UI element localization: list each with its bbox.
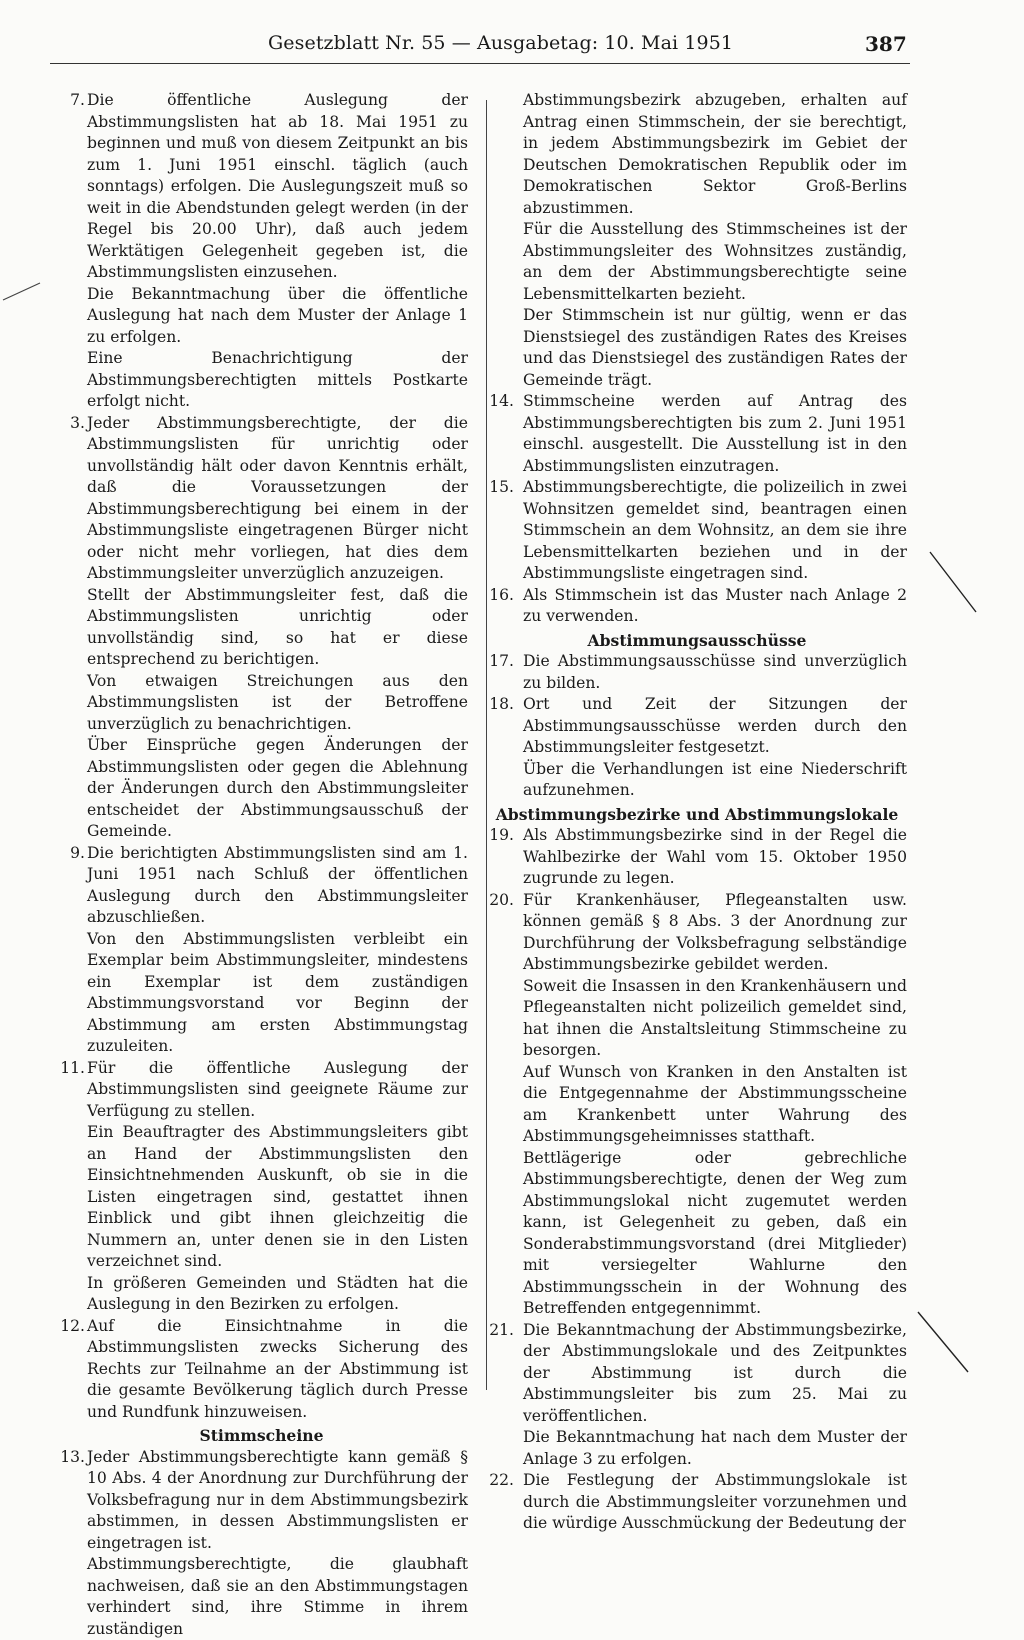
item-number: 18. [487,694,514,716]
pencil-stroke-left [3,283,40,300]
numbered-item [487,391,907,477]
item-number: 19. [487,825,514,847]
numbered-item [487,90,907,391]
item-number: 21. [487,1320,514,1342]
numbered-item [55,1447,468,1640]
item-paragraph: Ein Beauftragter des Abstimmungsleiters gibt an Hand der Abstimmungslisten den Einsichtnehmenden Auskunft, ob sie in die Listen eingetragen sind, gestattet ihnen Einblick und gibt ihnen gleichzeitig die Nummern an, unter denen sie in den Listen verzeichnet sind. [87,1122,468,1273]
section-heading: Abstimmungsbezirke und Abstimmungslokale [487,804,907,826]
item-number: 15. [487,477,514,499]
item-paragraph: Bettlägerige oder gebrechliche Abstimmungsberechtigte, denen der Weg zum Abstimmungslokal nicht zugemutet werden kann, ist Gelegenheit zu geben, daß ein Sonderabstimmungsvorstand (drei Mitglieder) mit versiegelter Wahlurne den Abstimmungsschein in der Wohnung des Betreffenden entgegennimmt. [523,1148,907,1320]
item-paragraph: Auf Wunsch von Kranken in den Anstalten ist die Entgegennahme der Abstimmungsscheine am Krankenbett unter Wahrung des Abstimmungsgeheimnisses statthaft. [523,1062,907,1148]
item-paragraph: Jeder Abstimmungsberechtigte kann gemäß § 10 Abs. 4 der Anordnung zur Durchführung der Volksbefragung nur in dem Abstimmungsbezirk abstimmen, in dessen Abstimmungslisten er eingetragen ist. [87,1447,468,1555]
section-heading: Stimmscheine [55,1425,468,1447]
item-number: 17. [487,651,514,673]
header-title: Gesetzblatt Nr. 55 — Ausgabetag: 10. Mai 1951 [268,32,733,54]
item-paragraph: Als Stimmschein ist das Muster nach Anlage 2 zu verwenden. [523,585,907,628]
header-rule [50,63,910,64]
right-column [487,90,907,1535]
page-number: 387 [865,32,907,56]
item-paragraph: Abstimmungsbezirk abzugeben, erhalten auf Antrag einen Stimmschein, der sie berechtigt, in jedem Abstimmungsbezirk im Gebiet der Deutschen Demokratischen Republik oder im Demokratischen Sektor Groß-Berlins abzustimmen. [523,90,907,219]
item-paragraph: Von etwaigen Streichungen aus den Abstimmungslisten ist der Betroffene unverzüglich zu benachrichtigen. [87,671,468,736]
item-paragraph: Jeder Abstimmungsberechtigte, der die Abstimmungslisten für unrichtig oder unvollständig hält oder davon Kenntnis erhält, daß die Voraussetzungen der Abstimmungsberechtigung bei einem in der Abstimmungsliste eingetragenen Bürger nicht oder nicht mehr vorliegen, hat dies dem Abstimmungsleiter unverzüglich anzuzeigen. [87,413,468,585]
item-number: 9. [55,843,85,865]
item-paragraph: Für die Ausstellung des Stimmscheines ist der Abstimmungsleiter des Wohnsitzes zuständig, an dem der Abstimmungsberechtigte seine Lebensmittelkarten bezieht. [523,219,907,305]
item-paragraph: Die öffentliche Auslegung der Abstimmungslisten hat ab 18. Mai 1951 zu beginnen und muß von diesem Zeitpunkt an bis zum 1. Juni 1951 einschl. täglich (auch sonntags) erfolgen. Die Auslegungszeit muß so weit in die Abendstunden gelegt werden (in der Regel bis 20.00 Uhr), daß auch jedem Werktätigen Gelegenheit gegeben ist, die Abstimmungslisten einzusehen. [87,90,468,284]
item-paragraph: Stimmscheine werden auf Antrag des Abstimmungsberechtigten bis zum 2. Juni 1951 einschl. ausgestellt. Die Ausstellung ist in den Abstimmungslisten einzutragen. [523,391,907,477]
item-number: 16. [487,585,514,607]
item-paragraph: Für die öffentliche Auslegung der Abstimmungslisten sind geeignete Räume zur Verfügung zu stellen. [87,1058,468,1123]
item-paragraph: Soweit die Insassen in den Krankenhäusern und Pflegeanstalten nicht polizeilich gemeldet sind, hat ihnen die Anstaltsleitung Stimmscheine zu besorgen. [523,976,907,1062]
numbered-item [487,1320,907,1471]
page-header [0,30,1024,60]
item-paragraph: Von den Abstimmungslisten verbleibt ein Exemplar beim Abstimmungsleiter, mindestens ein Exemplar ist dem zuständigen Abstimmungsvorstand vor Beginn der Abstimmung am ersten Abstimmungstag zuzuleiten. [87,929,468,1058]
numbered-item [487,585,907,628]
item-number: 22. [487,1470,514,1492]
item-paragraph: Eine Benachrichtigung der Abstimmungsberechtigten mittels Postkarte erfolgt nicht. [87,348,468,413]
item-paragraph: Für Krankenhäuser, Pflegeanstalten usw. können gemäß § 8 Abs. 3 der Anordnung zur Durchführung der Volksbefragung selbständige Abstimmungsbezirke gebildet werden. [523,890,907,976]
numbered-item [55,1058,468,1316]
item-paragraph: Auf die Einsichtnahme in die Abstimmungslisten zwecks Sicherung des Rechts zur Teilnahme an der Abstimmung ist die gesamte Bevölkerung täglich durch Presse und Rundfunk hinzuweisen. [87,1316,468,1424]
item-paragraph: Ort und Zeit der Sitzungen der Abstimmungsausschüsse werden durch den Abstimmungsleiter festgesetzt. [523,694,907,759]
numbered-item [487,825,907,890]
item-number: 20. [487,890,514,912]
item-paragraph: In größeren Gemeinden und Städten hat die Auslegung in den Bezirken zu erfolgen. [87,1273,468,1316]
item-paragraph: Die Abstimmungsausschüsse sind unverzüglich zu bilden. [523,651,907,694]
section-heading: Abstimmungsausschüsse [487,630,907,652]
item-number: 14. [487,391,514,413]
item-number: 3. [55,413,85,435]
item-paragraph: Stellt der Abstimmungsleiter fest, daß die Abstimmungslisten unrichtig oder unvollständig sind, so hat er diese entsprechend zu berichtigen. [87,585,468,671]
item-paragraph: Abstimmungsberechtigte, die polizeilich in zwei Wohnsitzen gemeldet sind, beantragen einen Stimmschein an dem Wohnsitz, an dem sie ihre Lebensmittelkarten beziehen und in der Abstimmungsliste eingetragen sind. [523,477,907,585]
numbered-item [487,651,907,694]
numbered-item [55,843,468,1058]
item-paragraph: Die berichtigten Abstimmungslisten sind am 1. Juni 1951 nach Schluß der öffentlichen Auslegung durch den Abstimmungsleiter abzuschließen. [87,843,468,929]
numbered-item [55,90,468,413]
item-paragraph: Die Festlegung der Abstimmungslokale ist durch die Abstimmungsleiter vorzunehmen und die würdige Ausschmückung der Bedeutung der [523,1470,907,1535]
left-column [55,90,468,1640]
item-paragraph: Die Bekanntmachung der Abstimmungsbezirke, der Abstimmungslokale und des Zeitpunktes der Abstimmung ist durch die Abstimmungsleiter bis zum 25. Mai zu veröffentlichen. [523,1320,907,1428]
item-paragraph: Abstimmungsberechtigte, die glaubhaft nachweisen, daß sie an den Abstimmungstagen verhindert sind, ihre Stimme in ihrem zuständigen [87,1554,468,1640]
item-number: 7. [55,90,85,112]
item-number: 13. [55,1447,85,1469]
item-paragraph: Über die Verhandlungen ist eine Niederschrift aufzunehmen. [523,759,907,802]
item-paragraph: Über Einsprüche gegen Änderungen der Abstimmungslisten oder gegen die Ablehnung der Änderungen durch den Abstimmungsleiter entscheidet der Abstimmungsausschuß der Gemeinde. [87,735,468,843]
item-paragraph: Als Abstimmungsbezirke sind in der Regel die Wahlbezirke der Wahl vom 15. Oktober 1950 zugrunde zu legen. [523,825,907,890]
item-paragraph: Die Bekanntmachung hat nach dem Muster der Anlage 3 zu erfolgen. [523,1427,907,1470]
item-paragraph: Der Stimmschein ist nur gültig, wenn er das Dienstsiegel des zuständigen Rates des Kreises und das Dienstsiegel des zuständigen Rates der Gemeinde trägt. [523,305,907,391]
numbered-item [55,1316,468,1424]
numbered-item [487,890,907,1320]
item-number: 11. [55,1058,85,1080]
item-number: 12. [55,1316,85,1338]
numbered-item [487,1470,907,1535]
pencil-stroke-right-1 [930,552,976,612]
numbered-item [487,694,907,802]
numbered-item [55,413,468,843]
item-paragraph: Die Bekanntmachung über die öffentliche Auslegung hat nach dem Muster der Anlage 1 zu erfolgen. [87,284,468,349]
numbered-item [487,477,907,585]
pencil-stroke-right-2 [918,1312,968,1372]
